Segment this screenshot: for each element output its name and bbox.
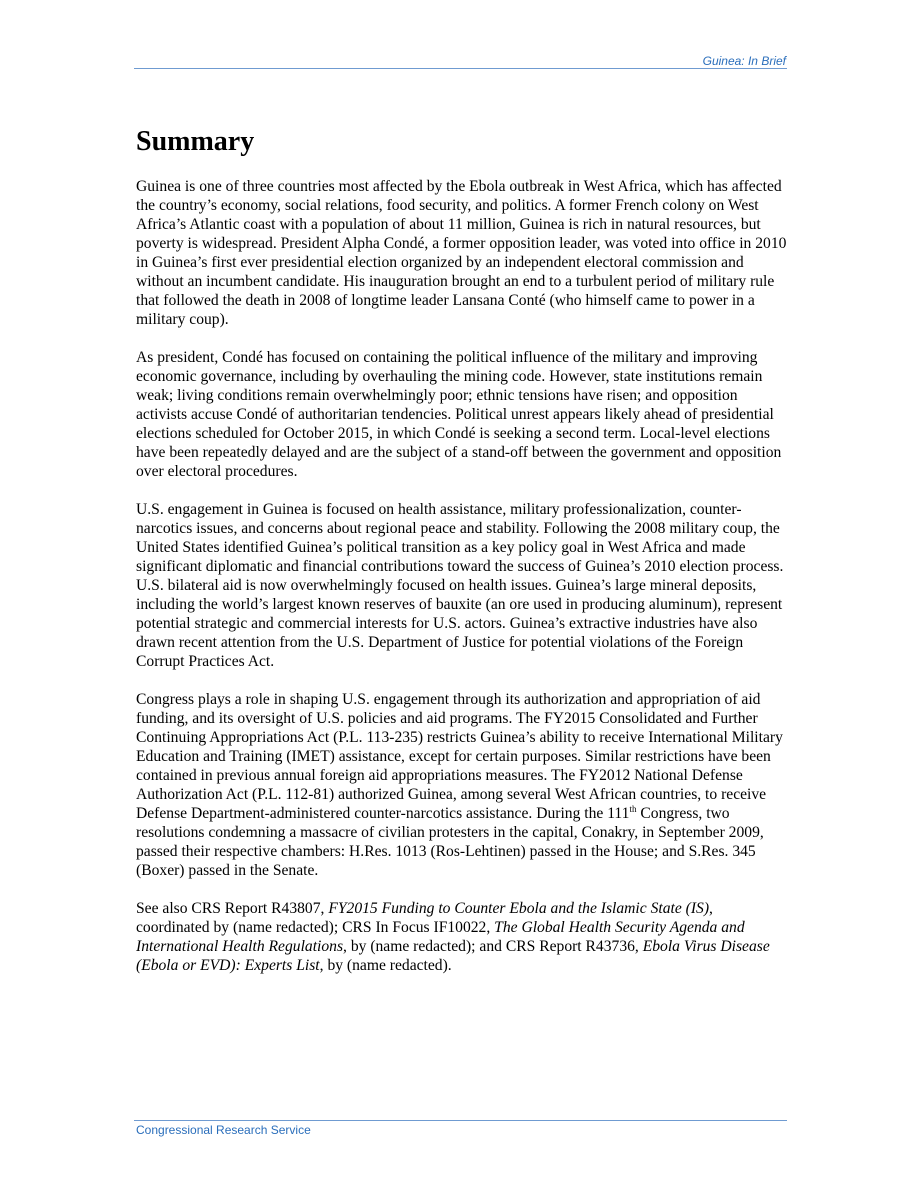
see-also-text-1: See also CRS Report R43807,	[136, 900, 329, 917]
see-also-text-2: , coordinated by (name redacted); CRS In Focus IF10022,	[136, 900, 713, 936]
footer-organization: Congressional Research Service	[136, 1123, 311, 1137]
see-also-text-4: , by (name redacted).	[319, 957, 452, 974]
footer-divider	[134, 1120, 787, 1121]
ordinal-superscript: th	[629, 804, 637, 814]
paragraph-conde-presidency: As president, Condé has focused on containing the political influence of the military and improving economic governance, including by overhauling the mining code. However, state institutions remain weak; living conditions remain overwhelmingly poor; ethnic tensions have risen; and opposition activists accuse Condé of authoritarian tendencies. Political unrest appears likely ahead of presidential elections scheduled for October 2015, in which Condé is seeking a second term. Local-level elections have been repeatedly delayed and are the subject of a stand-off between the government and opposition over electoral procedures.	[136, 349, 782, 480]
see-also-text-3: , by (name redacted); and CRS Report R43736,	[343, 938, 643, 955]
summary-body	[136, 177, 788, 994]
report-title-r43736: Ebola Virus Disease (Ebola or EVD): Experts List	[136, 938, 770, 974]
running-header-title: Guinea: In Brief	[702, 54, 786, 68]
paragraph-congress-role	[136, 690, 788, 880]
paragraph-ebola-overview: Guinea is one of three countries most affected by the Ebola outbreak in West Africa, which has affected the country’s economy, social relations, food security, and politics. A former French colony on West Africa’s Atlantic coast with a population of about 11 million, Guinea is rich in natural resources, but poverty is widespread. President Alpha Condé, a former opposition leader, was voted into office in 2010 in Guinea’s first ever presidential election organized by an independent electoral commission and without an incumbent candidate. His inauguration brought an end to a turbulent period of military rule that followed the death in 2008 of longtime leader Lansana Conté (who himself came to power in a military coup).	[136, 178, 787, 328]
congress-text-end: Congress, two resolutions condemning a massacre of civilian protesters in the capital, Conakry, in September 2009, passed their respective chambers: H.Res. 1013 (Ros-Lehtinen) passed in the House; and S.Res. 345 (Boxer) passed in the Senate.	[136, 805, 764, 879]
congress-text-start: Congress plays a role in shaping U.S. engagement through its authorization and appropriation of aid funding, and its oversight of U.S. policies and aid programs. The FY2015 Consolidated and Further Continuing Appropriations Act (P.L. 113-235) restricts Guinea’s ability to receive International Military Education and Training (IMET) assistance, except for certain purposes. Similar restrictions have been contained in previous annual foreign aid appropriations measures. The FY2012 National Defense Authorization Act (P.L. 112-81) authorized Guinea, among several West African countries, to receive Defense Department-administered counter-narcotics assistance. During the 111	[136, 691, 783, 822]
report-title-r43807: FY2015 Funding to Counter Ebola and the Islamic State (IS)	[328, 900, 710, 917]
header-divider	[134, 68, 787, 69]
paragraph-see-also	[136, 899, 788, 975]
report-title-if10022: The Global Health Security Agenda and International Health Regulations	[136, 919, 745, 955]
page-title: Summary	[136, 126, 255, 157]
paragraph-us-engagement: U.S. engagement in Guinea is focused on health assistance, military professionalization, counter-narcotics issues, and concerns about regional peace and stability. Following the 2008 military coup, the United States identified Guinea’s political transition as a key policy goal in West Africa and made significant diplomatic and financial contributions toward the success of Guinea’s 2010 election process. U.S. bilateral aid is now overwhelmingly focused on health issues. Guinea’s large mineral deposits, including the world’s largest known reserves of bauxite (an ore used in producing aluminum), represent potential strategic and commercial interests for U.S. actors. Guinea’s extractive industries have also drawn recent attention from the U.S. Department of Justice for potential violations of the Foreign Corrupt Practices Act.	[136, 501, 784, 670]
